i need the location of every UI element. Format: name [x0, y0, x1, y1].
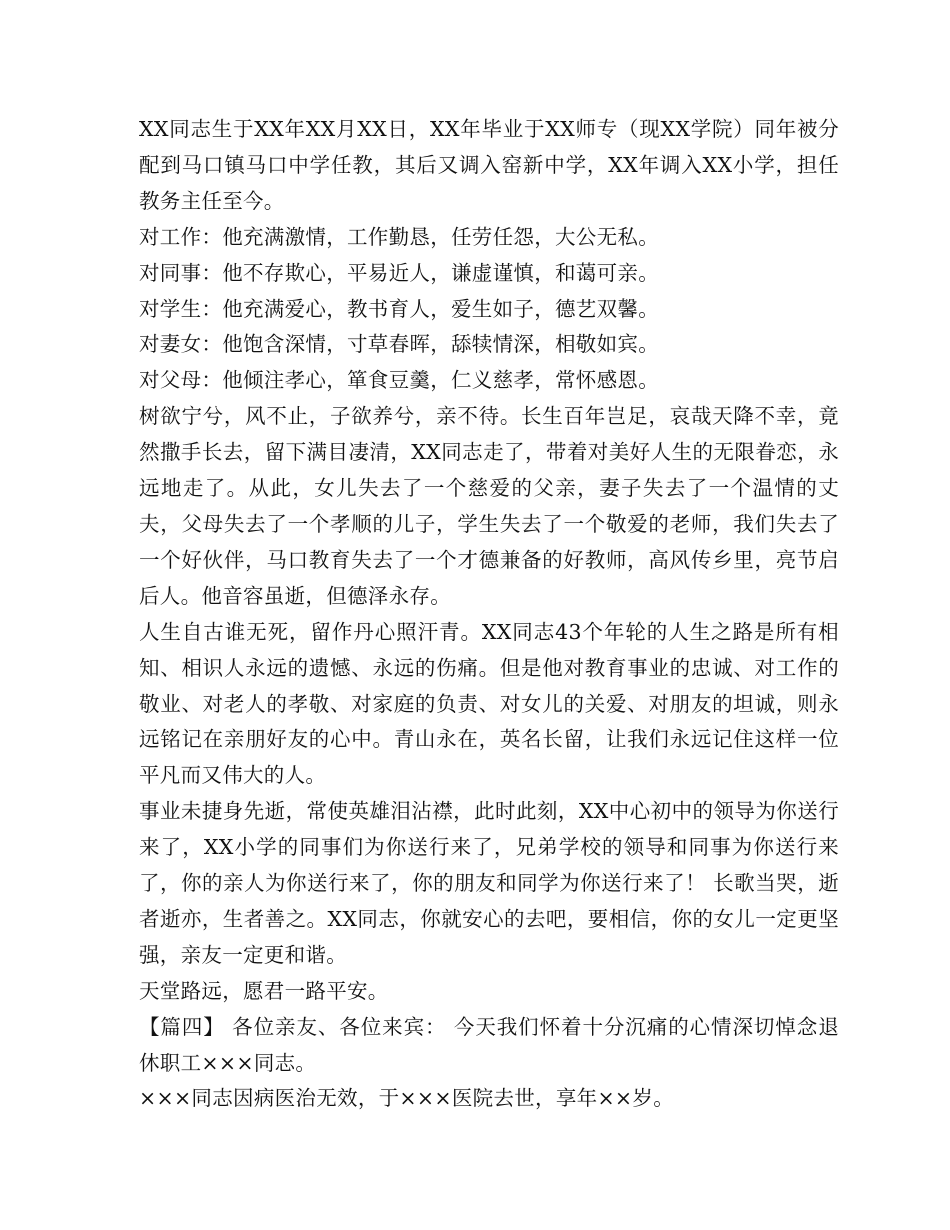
- paragraph-parents: 对父母：他倾注孝心，箪食豆羹，仁义慈孝，常怀感恩。: [139, 368, 659, 393]
- paragraph-legacy: 人生自古谁无死，留作丹心照汗青。XX同志43个年轮的人生之路是所有相知、相识人永远的遗憾、永远的伤痛。但是他对教育事业的忠诚、对工作的敬业、对老人的孝敬、对家庭的负责、对女儿的关爱、对朋友的坦诚，则永远铭记在亲朋好友的心中。青山永在，英名长留，让我们永远记住这样一位平凡而又伟大的人。: [139, 619, 839, 788]
- paragraph-family: 对妻女：他饱含深情，寸草春晖，舔犊情深，相敬如宾。: [139, 332, 659, 357]
- paragraph-passing: ×××同志因病医治无效，于×××医院去世，享年××岁。: [139, 1086, 675, 1111]
- document-body: [139, 112, 839, 1117]
- paragraph-students: 对学生：他充满爱心，教书育人，爱生如子，德艺双馨。: [139, 296, 659, 321]
- paragraph-biography: XX同志生于XX年XX月XX日，XX年毕业于XX师专（现XX学院）同年被分配到马口镇马口中学任教，其后又调入窑新中学，XX年调入XX小学，担任教务主任至今。: [139, 117, 839, 213]
- paragraph-farewell: 事业未捷身先逝，常使英雄泪沾襟，此时此刻，XX中心初中的领导为你送行来了，XX小学的同事们为你送行来了，兄弟学校的领导和同事为你送行来了，你的亲人为你送行来了，你的朋友和同学为你送行来了！ 长歌当哭，逝者逝亦，生者善之。XX同志，你就安心的去吧，要相信，你的女儿一定更坚强，亲友一定更和谐。: [139, 799, 839, 967]
- paragraph-blessing: 天堂路远，愿君一路平安。: [139, 978, 389, 1003]
- paragraph-mourning: 树欲宁兮，风不止，子欲养兮，亲不待。长生百年岂足，哀哉天降不幸，竟然撒手长去，留下满目凄清，XX同志走了，带着对美好人生的无限眷恋，永远地走了。从此，女儿失去了一个慈爱的父亲，妻子失去了一个温情的丈夫，父母失去了一个孝顺的儿子，学生失去了一个敬爱的老师，我们失去了一个好伙伴，马口教育失去了一个才德兼备的好教师，高风传乡里，亮节启后人。他音容虽逝，但德泽永存。: [139, 404, 839, 608]
- paragraph-work: 对工作：他充满激情，工作勤恳，任劳任怨，大公无私。: [139, 224, 659, 249]
- paragraph-section-four: 【篇四】 各位亲友、各位来宾： 今天我们怀着十分沉痛的心情深切悼念退休职工×××同志。: [139, 1014, 839, 1075]
- paragraph-colleagues: 对同事：他不存欺心，平易近人，谦虚谨慎，和蔼可亲。: [139, 260, 659, 285]
